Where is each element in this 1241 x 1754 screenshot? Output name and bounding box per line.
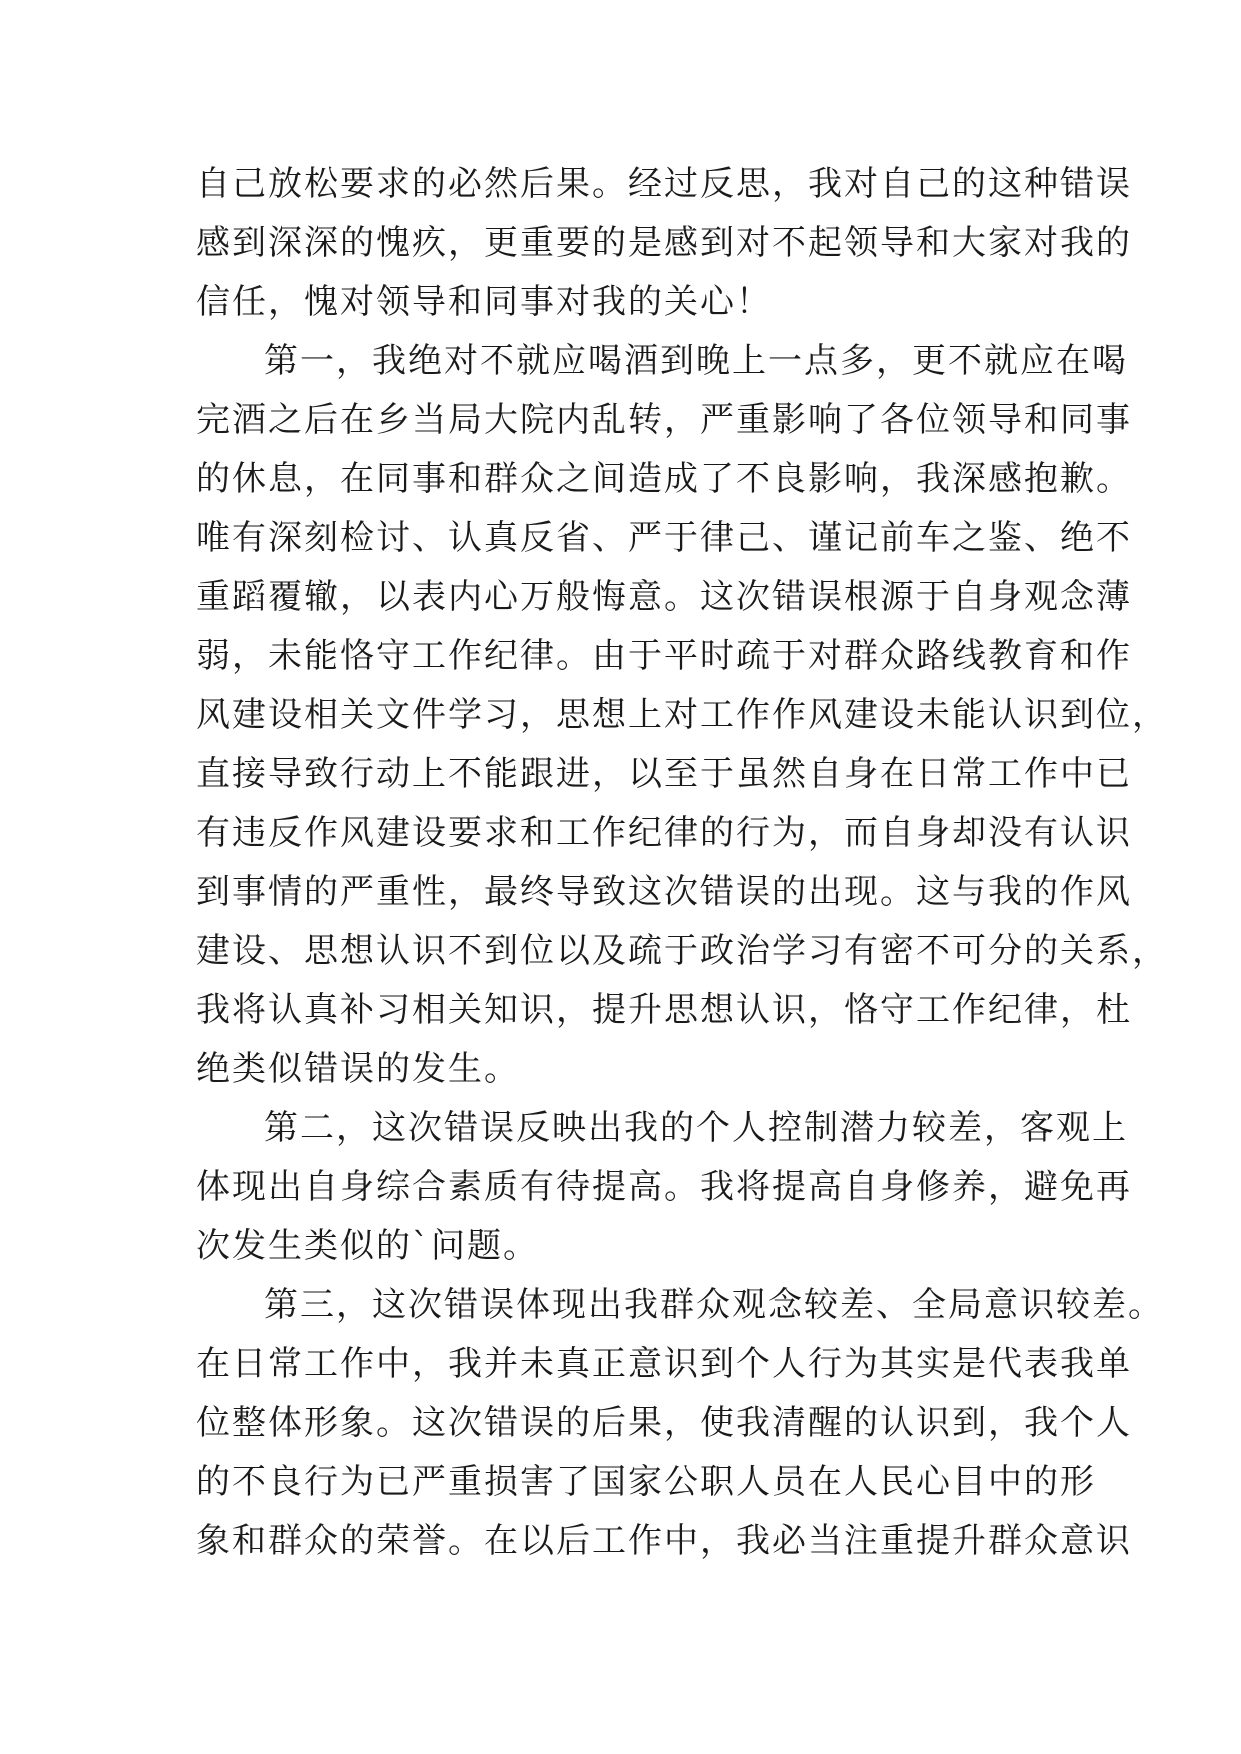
- text-line-12: 有违反作风建设要求和工作纪律的行为，而自身却没有认识: [196, 813, 1132, 853]
- text-line-16: 绝类似错误的发生。: [196, 1049, 520, 1089]
- text-line-7: 唯有深刻检讨、认真反省、严于律己、谨记前车之鉴、绝不: [196, 518, 1132, 558]
- text-line-5: 完酒之后在乡当局大院内乱转，严重影响了各位领导和同事: [196, 400, 1132, 440]
- text-line-24: 象和群众的荣誉。在以后工作中，我必当注重提升群众意识: [196, 1521, 1132, 1561]
- text-line-23: 的不良行为已严重损害了国家公职人员在人民心目中的形: [196, 1462, 1096, 1502]
- text-line-19: 次发生类似的`问题。: [196, 1226, 539, 1266]
- text-line-13: 到事情的严重性，最终导致这次错误的出现。这与我的作风: [196, 872, 1132, 912]
- paragraph-third-start: 第三，这次错误体现出我群众观念较差、全局意识较差。: [264, 1285, 1164, 1325]
- text-line-22: 位整体形象。这次错误的后果，使我清醒的认识到，我个人: [196, 1403, 1132, 1443]
- paragraph-second-start: 第二，这次错误反映出我的个人控制潜力较差，客观上: [264, 1108, 1128, 1148]
- text-line-9: 弱，未能恪守工作纪律。由于平时疏于对群众路线教育和作: [196, 636, 1132, 676]
- text-line-2: 感到深深的愧疚，更重要的是感到对不起领导和大家对我的: [196, 223, 1132, 263]
- text-line-3: 信任，愧对领导和同事对我的关心！: [196, 282, 772, 322]
- text-line-10: 风建设相关文件学习，思想上对工作作风建设未能认识到位，: [196, 695, 1168, 735]
- text-line-1: 自己放松要求的必然后果。经过反思，我对自己的这种错误: [196, 164, 1132, 204]
- text-line-6: 的休息，在同事和群众之间造成了不良影响，我深感抱歉。: [196, 459, 1132, 499]
- text-line-11: 直接导致行动上不能跟进，以至于虽然自身在日常工作中已: [196, 754, 1132, 794]
- paragraph-first-start: 第一，我绝对不就应喝酒到晚上一点多，更不就应在喝: [264, 341, 1128, 381]
- text-line-21: 在日常工作中，我并未真正意识到个人行为其实是代表我单: [196, 1344, 1132, 1384]
- text-line-15: 我将认真补习相关知识，提升思想认识，恪守工作纪律，杜: [196, 990, 1132, 1030]
- text-line-18: 体现出自身综合素质有待提高。我将提高自身修养，避免再: [196, 1167, 1132, 1207]
- text-line-14: 建设、思想认识不到位以及疏于政治学习有密不可分的关系，: [196, 931, 1168, 971]
- text-line-8: 重蹈覆辙，以表内心万般悔意。这次错误根源于自身观念薄: [196, 577, 1132, 617]
- body-text: [196, 155, 1168, 1571]
